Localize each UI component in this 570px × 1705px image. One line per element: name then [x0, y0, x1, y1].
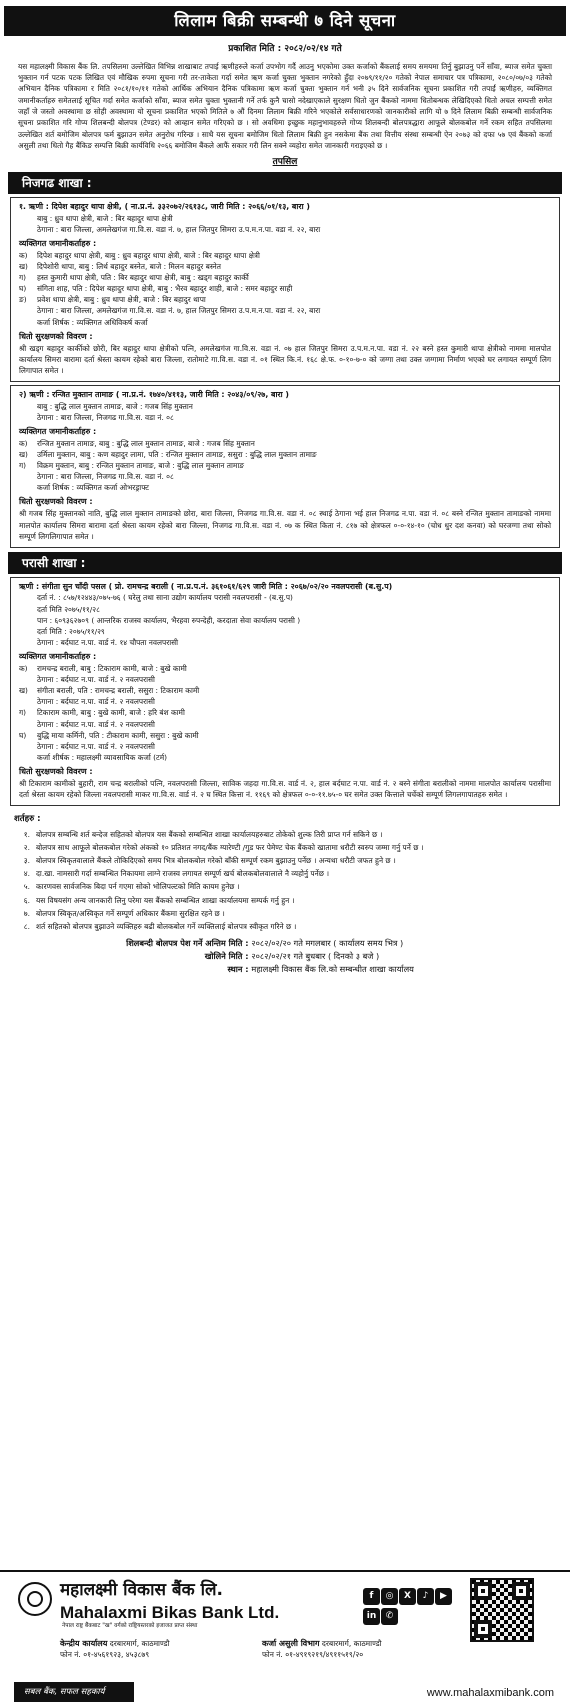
loan-block — [10, 385, 560, 548]
term-number: ५. — [23, 882, 30, 892]
term-text: बोलपत्र सम्बन्धि शर्त बन्देज सहितको बोलपत्र यस बैंकको सम्बन्धित शाखा कार्यालयहरुबाट तोकेको शुल्क तिरी प्राप्त गर्न सकिने छ । — [36, 829, 383, 839]
borrower-title: १. ऋणी : दिपेश बहादुर थापा क्षेत्री, ( ना.प्र.नं. ३३२०७२/२६१३८, जारी मिति : २०६६/०१/१३, बारा ) — [19, 202, 310, 211]
tapasil-heading: तपसिल — [272, 156, 298, 167]
borrower-detail: बाबु : बुद्धि लाल मुक्तान तामाङ, बाजे : गजब सिंह मुक्तान — [37, 401, 193, 411]
term-text: कारणवस सार्वजनिक बिदा पर्न गएमा सोको भोलिपल्टको मिति कायम हुनेछ । — [36, 882, 240, 892]
central-office — [60, 1638, 170, 1661]
guarantor-index: घ) — [19, 284, 27, 294]
deadline-value: २०८२/०२/२० गते मगलबार ( कार्यालय समय भित्र ) — [251, 937, 404, 948]
term-text: दा.खा. नामसारी गर्दा सम्बन्धित निकायमा लाग्ने राजस्व लगायत सम्पूर्ण खर्च बोलकबोलवालाले नै व्यहोर्नु पर्नेछ । — [36, 869, 330, 879]
guarantor-address: ठेगाना : बारा जिल्ला, निजगढ गा.वि.स. वडा नं. ०८ — [37, 472, 174, 482]
guarantor-name: दिपेश बहादुर थापा क्षेत्री, बाबु : ध्रुव बहादुर थापा क्षेत्री, बाजे : बिर बहादुर थापा क्षेत्री — [37, 250, 260, 260]
deadline-value: २०८२/०२/२१ गते बुधबार ( दिनको ३ बजे ) — [251, 950, 380, 961]
term-item — [14, 881, 556, 892]
term-text: बोलपत्र साथ आफूले बोलकबोल गरेको अंकको १० प्रतिशत नगद/बैंक ग्यारेण्टी /गुड फर पेमेण्ट चेक बैंकको खातामा धरौटी स्वरुप जम्मा गर्नु पर्ने छ । — [36, 843, 424, 853]
published-date: प्रकाशित मिति : २०८२/०२/१४ गते — [228, 44, 342, 54]
guarantor-name: प्रवेश थापा क्षेत्री, बाबु : ध्रुव थापा क्षेत्री, बाजे : बिर बहादुर थापा — [37, 295, 206, 305]
term-number: ७. — [23, 908, 30, 918]
guarantor-row — [19, 250, 551, 261]
guarantor-name: बुद्धि माया कर्मिनी, पति : टीकाराम कामी, ससुरा : बुखे कामी — [37, 730, 199, 740]
linkedin-icon[interactable]: in — [363, 1608, 380, 1625]
term-number: ६. — [23, 895, 30, 905]
guarantor-name: टिकाराम कामी, बाबु : बुखे कामी, बाजे : हरि बंश कामी — [37, 708, 185, 718]
term-item — [14, 868, 556, 879]
guarantors-heading: व्यक्तिगत जमानीकर्ताहरु : — [19, 238, 97, 248]
deadline-row — [14, 950, 556, 963]
term-item — [14, 908, 556, 919]
notice-title: लिलाम बिक्री सम्बन्धी ७ दिने सूचना — [4, 6, 566, 36]
borrower-detail: पान : ६०९३६२७०९ ( आन्तरिक राजस्व कार्यालय, भैरहवा रुपन्देही, करदाता सेवा कार्यालय परासी ) — [37, 615, 301, 625]
guarantor-row — [19, 730, 551, 741]
tiktok-icon[interactable]: ♪ — [417, 1588, 434, 1605]
security-details: श्री टिकाराम कामीको बुहारी, राम चन्द्र बरालीको पत्नि, नवलपरासी जिल्ला, साविक जहदा गा.वि.स. वार्ड नं. २, हाल बर्दघाट न.पा. वार्ड नं. २ बस्ने संगीता बरालीको नाममा मालपोत कार्यालय परासीमा दर्ता श्रेस्ता कायम रहेको जिल्ला नवलपरासी माकर गा.वि.स. वार्ड नं. २ घ स्थित कित्ता नं. ११६९ को क्षेत्रफल ०-०-११.७५-० घर समेत उक्त कित्ताले चर्चेको सम्पूर्ण लिगलगापातहरु समेत । — [19, 779, 551, 800]
guarantors-heading: व्यक्तिगत जमानीकर्ताहरु : — [19, 426, 97, 436]
guarantor-name: विक्रम मुक्तान, बाबु : रन्जित मुक्तान तामाङ, बाजे : बुद्धि लाल मुक्तान तामाङ — [37, 461, 244, 471]
intro-paragraph: यस महालक्ष्मी विकास बैंक लि. तपसिलमा उल्लेखित विभिन्न शाखाबाट तपाई ऋणीहरुले कर्जा उपभोग गर्दै आउनु भएकोमा उक्त कर्जाको बैंकलाई समय समयमा तिर्नु बुझाउनु पर्ने साँवा, ब्याज समेत चुक्ता भुक्तान गर्न पटक पटक लिखित एवं मौखिक रुपमा सूचना गरी तर-ताकेता गर्दा समेत ऋण कर्जा चुक्ता भुक्तान नगरेको हुँदा २०७९/११/२० गतेको नेपाल समाचार पत्र पत्रिकामा, २०८०/०७/०३ गतेको अभियान दैनिक पत्रिकामा र मिति २०८१/१०/११ गतेको आर्थिक अभियान दैनिक पत्रिकामा ऋण कर्जा चुक्ता भुक्तान गर्न भनी ३५ दिने सार्वजनिक सूचना प्रकाशित गरी तपाईं ऋणीहरु, व्यक्तिगत जमानीकर्ताहरु समेतलाई सूचित गर्दा समेत कर्जाको साँवा, ब्याज समेत चुक्ता भुक्तानी गर्ने तर्फ कुनै चासो नदेखाएकाले सुरक्षण धितो जुन बैंकको नाममा धितोबन्धक लेखिदिएको धितो अचल सम्पत्ती समेत जहाँ जे जस्तो अवस्थामा छ सोही अवस्थामा यो सूचना प्रकाशित भएको मितिले ७ औं दिनमा लिलाम बिक्री गरिने भएकोले सर्वसाधारणको जानकारीको लागि यो ७ दिने लिलाम बिक्री सम्बन्धी सार्वजनिक सूचना प्रकाशित गरि गोप्य शिलबन्दी बोलपत्र (टेण्डर) को आव्हान समेत गरिएको छ । सो अवधिमा इच्छुक महानुभावहरुले गोप्य शिलबन्दी बोलपत्रद्धारा आफूले बोलकबोल गर्ने रकम सहित तपसिलमा उल्लेखित शर्त बमोजिम बोलपत्र फर्म बुझाउन समेत अनुरोध गरिन्छ । साथै यस सूचना बमोजिम धितो लिलाम बिक्री हुन नसकेमा बैंक तथा वित्तीय संस्था सम्बन्धी ऐन २०७३ को दफा ५७ एवं बैंकको कर्जा असुली तथा धितो गैह बैंकिङ सम्पत्ति बिक्री कार्यविधि २०६६ बमोजिम बैंकले आफैं सकार गरी लिन सक्ने व्यहोरा समेत जानकारी गराइएको छ । — [18, 61, 552, 151]
borrower-detail: ठेगाना : बारा जिल्ला, निजगढ गा.वि.स. वडा नं. ०८ — [37, 412, 174, 422]
term-text: यस विषयसंग अन्य जानकारी लिनु परेमा यस बैंकको सम्बन्धित शाखा कार्यालयमा सम्पर्क गर्नु हुन । — [36, 895, 295, 905]
youtube-icon[interactable]: ▶ — [435, 1588, 452, 1605]
footer-divider — [0, 1570, 570, 1572]
guarantor-address: ठेगाना : बर्दघाट न.पा. वार्ड नं. २ नवलपरासी — [37, 675, 155, 685]
guarantor-name: संगिता शाह, पति : दिपेश बहादुर थापा क्षेत्री, बाबु : भैरव बहादुर शाही, बाजे : समर बहादुर साही — [37, 284, 293, 294]
guarantor-row — [19, 663, 551, 674]
term-item — [14, 855, 556, 866]
central-office-address: दरबारमार्ग, काठमाण्डौ — [109, 1639, 170, 1648]
term-text: बोलपत्र स्विकृत/अस्विकृत गर्ने सम्पूर्ण अधिकार बैंकमा सुरक्षित रहने छ । — [36, 908, 225, 918]
loan-block — [10, 197, 560, 382]
loan-block — [10, 577, 560, 806]
recovery-office-address: दरबारमार्ग, काठमाण्डौ — [321, 1639, 382, 1648]
term-text: बोलपत्र स्विकृतवालाले बैंकले तोकिदिएको समय भित्र बोलकबोल गरेको बाँकी सम्पूर्ण रकम बुझाउनु पर्नेछ । अन्यथा धरौटी जफत हुने छ । — [36, 856, 396, 866]
guarantor-name: रामचन्द्र बराली, बाबु : टिकाराम कामी, बाजे : बुखे कामी — [37, 664, 187, 674]
deadline-row — [14, 963, 556, 976]
guarantor-address: ठेगाना : बर्दघाट न.पा. वार्ड नं. २ नवलपरासी — [37, 741, 155, 751]
social-icons — [363, 1588, 459, 1628]
guarantor-index: ख) — [19, 262, 28, 272]
branch-heading: परासी शाखा : — [8, 552, 562, 574]
term-number: ३. — [23, 856, 30, 866]
whatsapp-icon[interactable]: ✆ — [381, 1608, 398, 1625]
security-heading: धितो सुरक्षणको विवरण : — [19, 331, 93, 341]
x-icon[interactable]: X — [399, 1588, 416, 1605]
guarantor-index: ग) — [19, 461, 27, 471]
qr-code-icon[interactable] — [470, 1578, 534, 1642]
guarantor-index: क) — [19, 250, 28, 260]
central-office-label: केन्द्रीय कार्यालय — [60, 1639, 108, 1648]
terms-heading: शर्तहरु : — [14, 814, 41, 825]
guarantor-index: ख) — [19, 686, 28, 696]
bank-logo-icon — [18, 1582, 52, 1616]
guarantor-row — [19, 707, 551, 718]
recovery-office — [262, 1638, 382, 1661]
borrower-detail: दर्ता मिति : २०७५/११/२९ — [37, 626, 105, 636]
branch-heading: निजगढ शाखा : — [8, 172, 562, 194]
terms-list — [14, 829, 556, 932]
deadline-label: स्थान : — [227, 964, 249, 975]
term-item — [14, 829, 556, 840]
guarantor-index: ङ) — [19, 295, 27, 305]
borrower-detail: दर्ता मिति २०७५/११/२८ — [37, 604, 100, 614]
central-office-phone: फोन नं. ०१-४५६१९२३, ४५३८७९ — [60, 1649, 150, 1659]
guarantor-index: क) — [19, 438, 28, 448]
borrower-title: २) ऋणी : रन्जित मुक्तान तामाङ ( ना.प्र.नं. १७४०/४११३, जारी मिति : २०४३/०९/२७, बारा ) — [19, 390, 289, 399]
guarantor-row — [19, 685, 551, 696]
term-number: ८. — [23, 921, 30, 931]
guarantor-row — [19, 261, 551, 272]
loan-type: कर्जा शिर्षक : व्यक्तिगत अधिविकर्ष कर्जा — [37, 317, 148, 327]
security-heading: धितो सुरक्षणको विवरण : — [19, 497, 93, 507]
guarantor-row — [19, 438, 551, 449]
guarantor-name: हस्त कुमारी थापा क्षेत्री, पति : बिर बहादुर थापा क्षेत्री, बाबु : खड्ग बहादुर कार्की — [37, 273, 249, 283]
term-item — [14, 842, 556, 853]
bank-name-english: Mahalaxmi Bikas Bank Ltd. — [60, 1603, 280, 1622]
guarantor-address: ठेगाना : बर्दघाट न.पा. वार्ड नं. २ नवलपरासी — [37, 719, 155, 729]
guarantor-row — [19, 294, 551, 305]
guarantor-index: ग) — [19, 708, 27, 718]
term-text: शर्त सहितको बोलपत्र बुझाउने व्यक्तिहरु बढी बोलकबोल गर्ने व्यक्तिलाई बोलपत्र स्वीकृत गरिने छ । — [36, 921, 297, 931]
website-link[interactable]: www.mahalaxmibank.com — [426, 1687, 554, 1699]
recovery-office-label: कर्जा असुली विभाग — [262, 1639, 320, 1648]
loan-type: कर्जा शिर्षक : व्यक्तिगत कर्जा ओभरड्राफ्ट — [37, 483, 149, 493]
bank-name-nepali: महालक्ष्मी विकास बैंक लि. — [60, 1580, 223, 1600]
guarantor-name: संगीता बराली, पति : रामचन्द्र बराली, ससुरा : टिकाराम कामी — [37, 686, 200, 696]
guarantor-name: उर्मिला मुक्तान, बाबु : कण बहादुर लामा, पति : रन्जित मुक्तान तामाङ, ससुरा : बुद्धि लाल मुक्तान तामाङ — [37, 450, 317, 460]
branch-sections — [4, 172, 566, 806]
guarantor-index: क) — [19, 664, 28, 674]
guarantor-index: ख) — [19, 450, 28, 460]
deadline-row — [14, 937, 556, 950]
deadline-label: शिलबन्दी बोलपत्र पेश गर्ने अन्तिम मिति : — [126, 937, 249, 948]
guarantor-address: ठेगाना : बारा जिल्ला, अमलेखगंज गा.वि.स. वडा नं. ७, हाल जितपुर सिमरा उ.प.म.न.पा. वडा नं. २२, बारा — [37, 306, 321, 316]
loan-type: कर्जा शीर्षक : महालक्ष्मी व्यावसायिक कर्जा (टर्म) — [37, 752, 168, 762]
guarantors-heading: व्यक्तिगत जमानीकर्ताहरु : — [19, 652, 97, 662]
bank-slogan: सबल बैंक, सफल सहकार्य — [14, 1682, 134, 1702]
term-item — [14, 895, 556, 906]
guarantor-index: ग) — [19, 273, 27, 283]
facebook-icon[interactable]: f — [363, 1588, 380, 1605]
term-number: ४. — [23, 869, 30, 879]
deadline-label: खोलिने मिति : — [204, 950, 249, 961]
terms-section — [4, 809, 566, 976]
security-details: श्री गजब सिंह मुक्तानको नाति, बुद्धि लाल मुक्तान तामाङको छोरा, बारा जिल्ला, निजगढ गा.वि.स. वडा नं. ०८ स्थाई ठेगाना भई हाल निजगढ न.पा. वडा नं. ०८ बस्ने रन्जित मुक्तान तामाङको नाममा मालपोत कार्यालय सिमरा बारामा दर्ता श्रेस्ता कायम रहेको बारा जिल्ला, निजगढ गा.वि.स. वडा नं. ०७ क स्थित किता नं. ८१७ को क्षेत्रफल ०-०-१४-१० (चोध धुर दश कनवा) को घरजग्गा तथा सोको सम्पूर्ण लिगलिगापात समेत । — [19, 509, 551, 541]
deadline-block — [14, 937, 556, 976]
guarantor-name: दिपेशोरी थापा, बाबु : लिर्थ बहादुर बस्नेत, बाजे : मिलन बहादुर बस्नेत — [37, 262, 221, 272]
footer — [0, 1570, 570, 1705]
term-item — [14, 921, 556, 932]
guarantor-row — [19, 272, 551, 283]
guarantor-row — [19, 460, 551, 471]
guarantor-address: ठेगाना : बर्दघाट न.पा. वार्ड नं. २ नवलपरासी — [37, 697, 155, 707]
guarantor-name: रन्जित मुक्तान तामाङ, बाबु : बुद्धि लाल मुक्तान तामाङ, बाजे : गजब सिंह मुक्तान — [37, 438, 255, 448]
term-number: २. — [23, 843, 30, 853]
borrower-detail: ठेगाना : बर्दघाट न.पा. वार्ड नं. १४ चौपता नवलपरासी — [37, 637, 179, 647]
bank-license-text: नेपाल राष्ट्र बैंकबाट "ख" वर्गको राष्ट्रियस्तरको इजाजत प्राप्त संस्था — [62, 1623, 198, 1629]
borrower-detail: बाबु : ध्रुव थापा क्षेत्री, बाजे : बिर बहादुर थापा क्षेत्री — [37, 213, 173, 223]
security-heading: धितो सुरक्षणको विवरण : — [19, 767, 93, 776]
borrower-detail: ठेगाना : बारा जिल्ला, अमलेखगंज गा.वि.स. वडा नं. ७, हाल जितपुर सिमरा उ.प.म.न.पा. वडा नं. २२, बारा — [37, 224, 321, 234]
footer-bottom-bar — [0, 1680, 570, 1705]
guarantor-index: घ) — [19, 730, 27, 740]
borrower-title: ऋणी : संगीता सुन चाँदी पसल ( प्रो. रामचन्द्र बराली ( ना.प्र.प.नं. ३६१०६१/६२९ जारी मिति : २०६७/०२/२० नवलपरासी (ब.सु.प) — [19, 581, 393, 591]
instagram-icon[interactable]: ◎ — [381, 1588, 398, 1605]
security-details: श्री खड्ग बहादुर कार्कीको छोरी, बिर बहादुर थापा क्षेत्रीको पत्नि, अमलेखगंज गा.वि.स. वडा नं. ०७ हाल जितपुर सिमरा उ.प.म.न.पा. वडा नं. २२ बस्ने हस्त कुमारी थापा क्षेत्रीको नाममा मालपोत कार्यालय सिमरा बारामा दर्ता श्रेस्ता कायम रहेको बारा जिल्ला, रातोमाटे गा.वि.स. वडा नं. ०१ स्थित कि.नं. १६८ क्षे.फ. ०-१०-७-० को जग्गा तथा उक्त जग्गामा निर्माण भएको घर लगायत सम्पूर्ण लिग लिगापात समेत । — [19, 343, 551, 375]
recovery-office-phone: फोन नं. ०१-४९१९२१९/४९११५१९/२० — [262, 1649, 364, 1659]
guarantor-row — [19, 449, 551, 460]
guarantor-row — [19, 283, 551, 294]
deadline-value: महालक्ष्मी विकास बैंक लि.को सम्बन्धीत शाखा कार्यालय — [251, 964, 414, 975]
borrower-detail: दर्ता नं. : ८५७/१२४४३/०७५-७६ ( घरेलु तथा साना उद्योग कार्यालय परासी नवलपरासी - (ब.सु.प) — [37, 593, 293, 603]
term-number: १. — [23, 829, 30, 839]
